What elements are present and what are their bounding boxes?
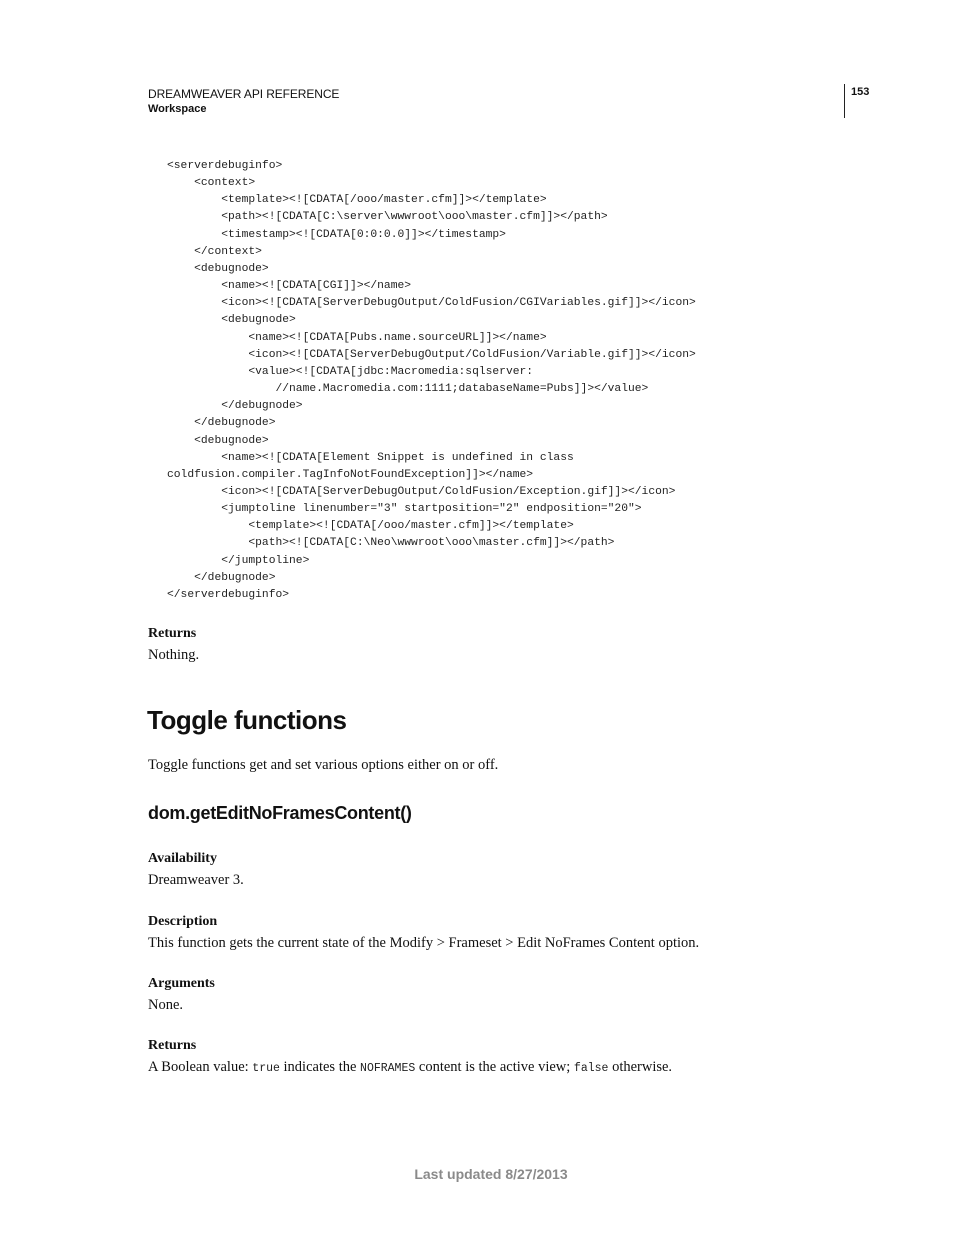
returns-heading: Returns	[148, 626, 197, 641]
code-line: <template><![CDATA[/ooo/master.cfm]]></template>	[167, 520, 574, 533]
availability-heading: Availability	[148, 851, 217, 866]
returns-text: Nothing.	[148, 647, 200, 663]
code-line: <value><![CDATA[jdbc:Macromedia:sqlserver:	[167, 365, 534, 378]
header-divider	[844, 84, 845, 118]
code-line: <icon><![CDATA[ServerDebugOutput/ColdFusion/Variable.gif]]></icon>	[167, 348, 696, 361]
arguments-text: None.	[148, 997, 184, 1013]
code-line: <debugnode>	[167, 434, 269, 447]
running-header-title: DREAMWEAVER API REFERENCE	[148, 87, 340, 101]
availability-text: Dreamweaver 3.	[148, 872, 244, 888]
function-returns-heading: Returns	[148, 1038, 197, 1053]
section-intro: Toggle functions get and set various options either on or off.	[148, 757, 499, 773]
returns-suffix: otherwise.	[608, 1059, 673, 1075]
code-line: <jumptoline linenumber="3" startposition="2" endposition="20">	[167, 503, 642, 516]
code-line: <name><![CDATA[CGI]]></name>	[167, 280, 412, 293]
arguments-heading: Arguments	[148, 976, 215, 991]
code-line: </debugnode>	[167, 417, 276, 430]
code-line: <name><![CDATA[Pubs.name.sourceURL]]></name>	[167, 331, 547, 344]
code-line: <name><![CDATA[Element Snippet is undefined in class	[167, 451, 574, 464]
running-header-section: Workspace	[148, 103, 207, 115]
code-line: <icon><![CDATA[ServerDebugOutput/ColdFusion/Exception.gif]]></icon>	[167, 485, 676, 498]
function-heading: dom.getEditNoFramesContent()	[148, 803, 412, 823]
returns-mid-2: content is the active view;	[415, 1059, 574, 1075]
code-line: coldfusion.compiler.TagInfoNotFoundException]]></name>	[167, 468, 534, 481]
returns-mid-1: indicates the	[279, 1059, 361, 1075]
code-line: </context>	[167, 245, 262, 258]
code-line: <timestamp><![CDATA[0:0:0.0]]></timestamp>	[167, 228, 506, 241]
returns-prefix: A Boolean value:	[148, 1059, 253, 1075]
code-line: </debugnode>	[167, 400, 303, 413]
footer-last-updated	[0, 1166, 954, 1182]
function-returns-text	[148, 1059, 672, 1076]
code-false: false	[573, 1062, 609, 1075]
footer-text: Last updated 8/27/2013	[414, 1166, 568, 1182]
code-line: <template><![CDATA[/ooo/master.cfm]]></template>	[167, 194, 547, 207]
code-line: <context>	[167, 177, 256, 190]
code-line: <path><![CDATA[C:\server\wwwroot\ooo\master.cfm]]></path>	[167, 211, 608, 224]
code-line: <path><![CDATA[C:\Neo\wwwroot\ooo\master.cfm]]></path>	[167, 537, 615, 550]
code-line: <debugnode>	[167, 314, 296, 327]
code-line: <serverdebuginfo>	[167, 160, 283, 172]
code-line: </jumptoline>	[167, 554, 310, 567]
code-line: <debugnode>	[167, 262, 269, 275]
code-line: </debugnode>	[167, 571, 276, 584]
code-true: true	[252, 1062, 280, 1075]
description-heading: Description	[148, 914, 218, 929]
code-line: </serverdebuginfo>	[167, 588, 290, 601]
page-number: 153	[851, 86, 870, 98]
code-noframes: NOFRAMES	[360, 1062, 416, 1075]
code-block	[167, 158, 696, 604]
description-text: This function gets the current state of the Modify > Frameset > Edit NoFrames Content option.	[148, 935, 700, 951]
code-line: <icon><![CDATA[ServerDebugOutput/ColdFusion/CGIVariables.gif]]></icon>	[167, 297, 696, 310]
section-heading: Toggle functions	[147, 705, 347, 735]
code-line: //name.Macromedia.com:1111;databaseName=Pubs]]></value>	[167, 383, 649, 396]
